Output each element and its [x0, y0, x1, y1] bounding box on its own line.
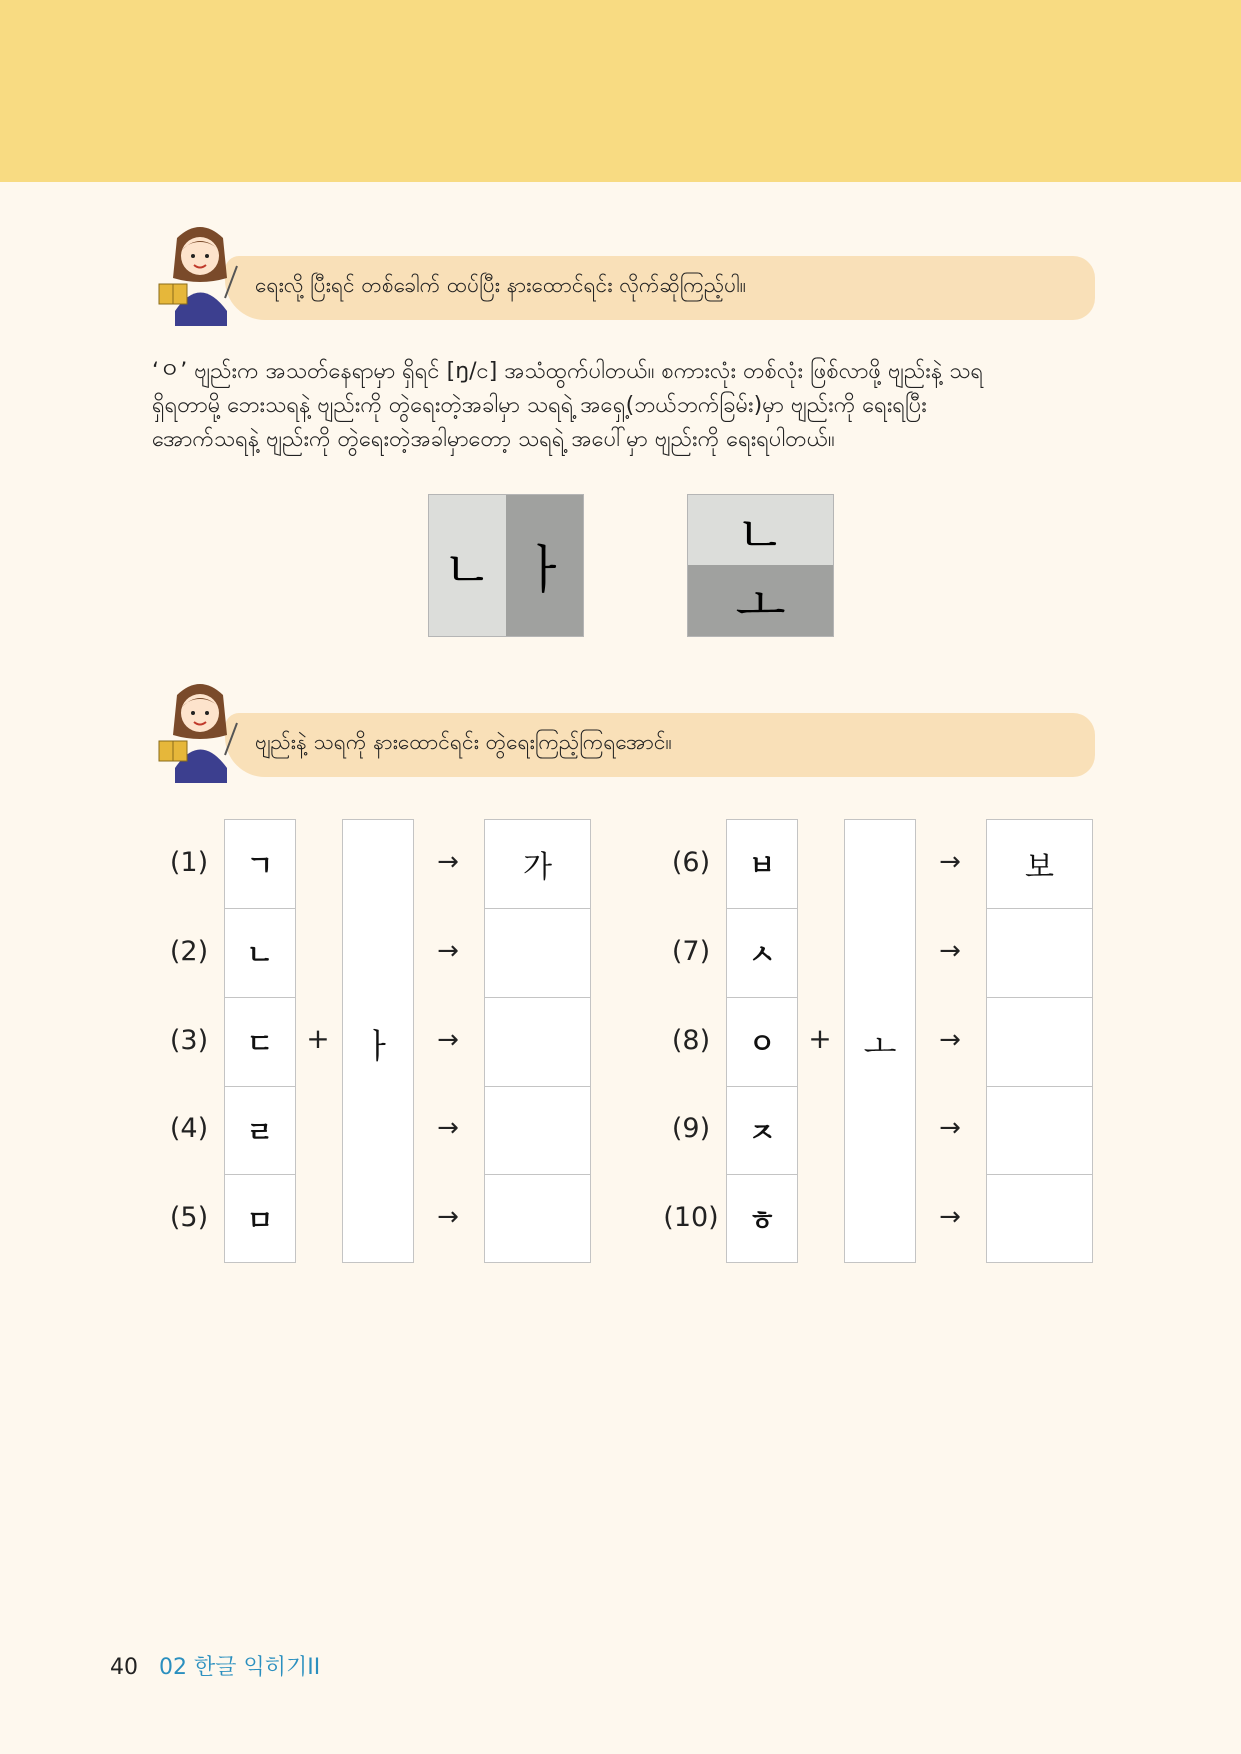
answer-cell[interactable] [986, 1174, 1093, 1263]
arrow: → [939, 936, 961, 966]
consonant-cell: ㅁ [246, 1203, 274, 1237]
paragraph-line: ‘ㅇ’ ဗျည်းက အသတ်နေရာမှာ ရှိရင် [ŋ/င] အသံထွက်ပါတယ်။ စကားလုံး တစ်လုံး ဖြစ်လာဖို့ ဗျည်းနဲ့ သရ [152, 359, 984, 384]
plus-sign: + [306, 1022, 330, 1055]
top-band [0, 0, 1241, 182]
exercise-number: (5) [169, 1202, 209, 1233]
exercise-number: (2) [169, 936, 209, 967]
teacher-icon [155, 673, 245, 783]
consonant-cell: ㅅ [748, 937, 776, 971]
vowel-cell: ㅏ [361, 1027, 395, 1067]
arrow: → [437, 1113, 459, 1143]
arrow: → [437, 936, 459, 966]
explanation-paragraph [152, 355, 1092, 457]
answer-cell[interactable] [484, 1174, 591, 1263]
consonant-cell: ㅈ [748, 1115, 776, 1149]
page-number: 40 [110, 1655, 138, 1680]
answer-cell[interactable] [986, 908, 1093, 997]
answer-cell[interactable]: 보 [1025, 849, 1054, 885]
arrow: → [939, 1202, 961, 1232]
consonant-cell: ㅂ [748, 848, 776, 882]
consonant-cell: ㅎ [748, 1203, 776, 1237]
consonant-cell: ㅇ [748, 1026, 776, 1060]
consonant-cell: ㄴ [246, 937, 274, 971]
arrow: → [939, 1025, 961, 1055]
exercise-number: (8) [671, 1025, 711, 1056]
consonant-cell: ㄷ [246, 1026, 274, 1060]
diagram-vowel-cell: ㅏ [506, 495, 583, 636]
answer-cell[interactable] [484, 1086, 591, 1175]
exercise-number: (6) [671, 847, 711, 878]
instruction-combine [155, 673, 1095, 783]
diagram-consonant-cell: ㄴ [688, 495, 833, 565]
plus-sign: + [808, 1022, 832, 1055]
answer-cell[interactable] [484, 908, 591, 997]
vowel-cell: ㅗ [863, 1027, 897, 1067]
instruction-text: ဗျည်းနဲ့ သရကို နားထောင်ရင်း တွဲရေးကြည့်ကြရအောင်။ [255, 730, 672, 754]
exercise-number: (7) [671, 936, 711, 967]
arrow: → [939, 1113, 961, 1143]
exercise-number: (4) [169, 1113, 209, 1144]
answer-cell[interactable]: 가 [523, 849, 552, 885]
teacher-icon [155, 216, 245, 326]
answer-cell[interactable] [986, 997, 1093, 1086]
arrow: → [939, 847, 961, 877]
exercise-number: (9) [671, 1113, 711, 1144]
arrow: → [437, 847, 459, 877]
diagram-consonant-cell: ㄴ [429, 495, 506, 636]
paragraph-line: အောက်သရနဲ့ ဗျည်းကို တွဲရေးတဲ့အခါမှာတော့ သရရဲ့ အပေါ်မှာ ဗျည်းကို ရေးရပါတယ်။ [152, 427, 835, 452]
consonant-cell: ㄹ [246, 1115, 274, 1149]
exercise-number: (1) [169, 847, 209, 878]
arrow: → [437, 1202, 459, 1232]
exercise-number: (10) [663, 1202, 719, 1233]
instruction-text: ရေးလို့ ပြီးရင် တစ်ခေါက် ထပ်ပြီး နားထောင်ရင်း လိုက်ဆိုကြည့်ပါ။ [255, 273, 747, 297]
bottom-vowel-diagram [687, 494, 834, 637]
exercise-number: (3) [169, 1025, 209, 1056]
chapter-title: 02 한글 익히기II [159, 1655, 321, 1680]
answer-cell[interactable] [986, 1086, 1093, 1175]
answer-cell[interactable] [484, 997, 591, 1086]
paragraph-line: ရှိရတာမို့ ဘေးသရနဲ့ ဗျည်းကို တွဲရေးတဲ့အခါမှာ သရရဲ့ အရှေ့(ဘယ်ဘက်ခြမ်း)မှာ ဗျည်းကို ရေးရပြီး [152, 393, 927, 418]
consonant-cell: ㄱ [246, 848, 274, 882]
page-footer [110, 1650, 320, 1681]
side-vowel-diagram [428, 494, 584, 637]
arrow: → [437, 1025, 459, 1055]
instruction-listen [155, 216, 1095, 326]
diagram-vowel-cell: ㅗ [688, 565, 833, 636]
